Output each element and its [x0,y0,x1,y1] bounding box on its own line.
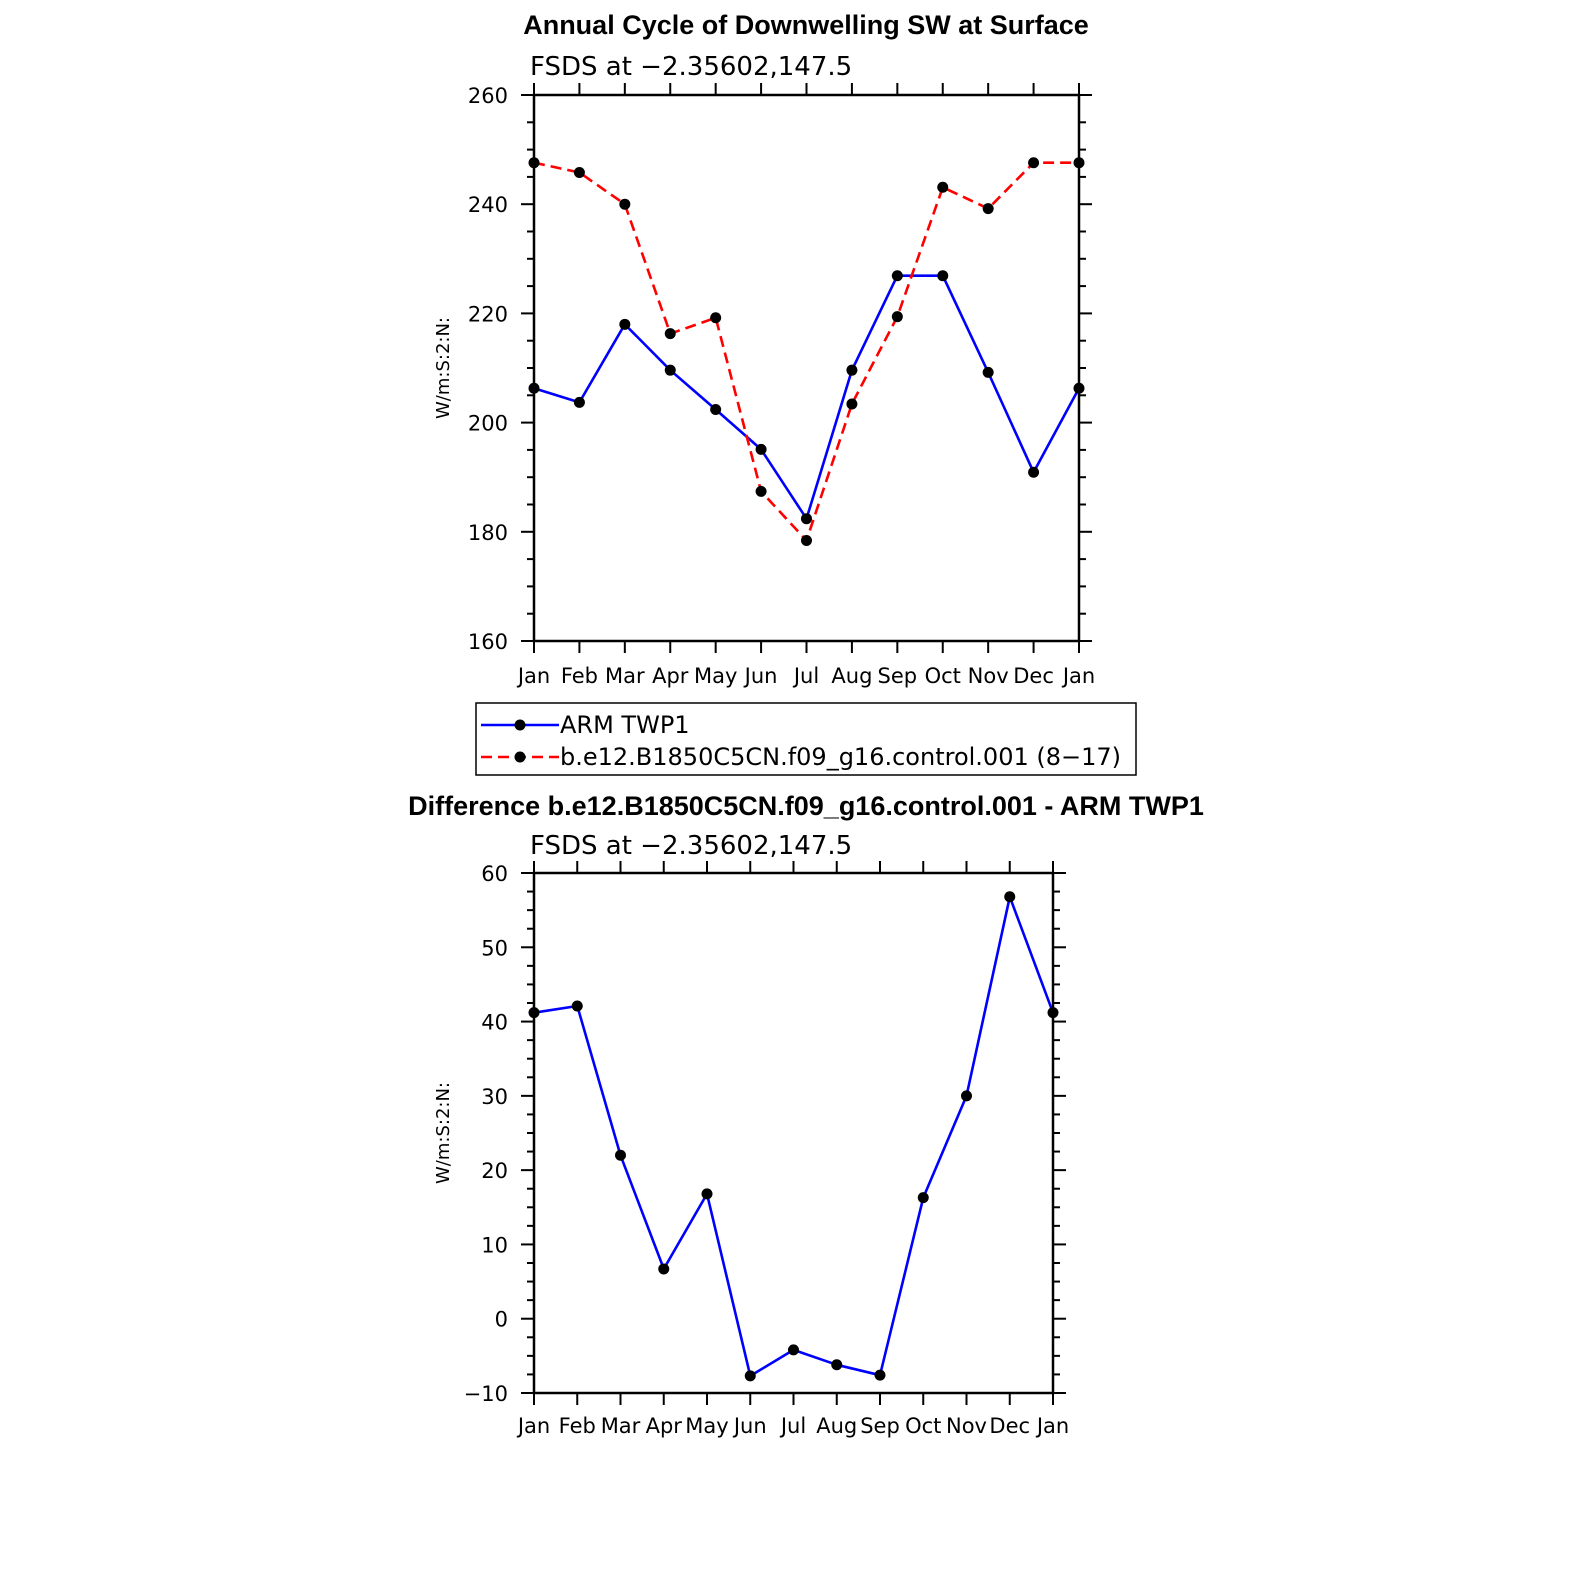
x-tick-label: Jul [780,1414,807,1438]
difference-panel [408,791,1204,1438]
x-tick-label: Dec [1013,664,1054,688]
y-axis-label: W/m:S:2:N: [433,317,454,419]
data-point [892,311,903,322]
data-point [756,486,767,497]
y-tick-label: 20 [481,1159,508,1184]
x-tick-label: Mar [605,664,645,688]
data-point [983,367,994,378]
data-point [745,1370,756,1381]
x-tick-label: Oct [905,1414,942,1438]
y-axis-label: W/m:S:2:N: [433,1082,454,1184]
data-point [831,1359,842,1370]
plot-frame [534,873,1053,1393]
x-tick-label: Jan [517,1414,551,1438]
data-point [788,1344,799,1355]
data-point [615,1150,626,1161]
data-point [937,182,948,193]
y-tick-label: 160 [467,630,508,654]
x-tick-label: Sep [877,664,918,688]
x-tick-label: Oct [924,664,961,688]
data-point [756,444,767,455]
y-tick-label: 260 [467,84,508,108]
data-point [1074,383,1085,394]
x-tick-label: Nov [946,1414,987,1438]
x-tick-label: Jul [793,664,820,688]
y-tick-label: 220 [467,302,508,327]
y-tick-label: 40 [481,1010,508,1035]
x-tick-label: May [693,664,738,688]
x-tick-label: Dec [989,1414,1031,1438]
y-tick-label: 200 [467,411,508,436]
data-point [846,365,857,376]
y-tick-label: 0 [494,1307,508,1332]
x-tick-label: Sep [860,1414,900,1438]
data-point [1048,1007,1059,1018]
y-tick-label: −10 [463,1382,508,1406]
x-tick-label: Apr [645,1414,682,1438]
x-tick-label: Jan [517,664,551,688]
data-point [702,1188,713,1199]
data-point [574,397,585,408]
data-point [529,1007,540,1018]
chart-title: Annual Cycle of Downwelling SW at Surface [523,10,1089,40]
data-point [529,383,540,394]
x-tick-label: Aug [816,1414,858,1438]
x-tick-label: Jan [1036,1414,1070,1438]
data-point [801,513,812,524]
chart-subtitle: FSDS at −2.35602,147.5 [530,831,853,861]
data-point [619,199,630,210]
legend [476,703,1136,775]
x-tick-label: Nov [967,664,1009,688]
series-line-0 [534,897,1053,1376]
data-point [665,365,676,376]
legend-swatch-marker [515,752,526,763]
x-tick-label: Jan [1062,664,1096,688]
data-point [572,1000,583,1011]
data-point [619,319,630,330]
data-point [892,270,903,281]
data-point [574,167,585,178]
data-point [1028,467,1039,478]
data-point [1074,157,1085,168]
data-point [875,1370,886,1381]
y-tick-label: 30 [481,1084,508,1109]
y-tick-label: 10 [481,1233,508,1258]
chart-title: Difference b.e12.B1850C5CN.f09_g16.control.001 - ARM TWP1 [408,791,1204,821]
data-point [1028,157,1039,168]
legend-entry-label: ARM TWP1 [560,711,690,739]
legend-entry-label: b.e12.B1850C5CN.f09_g16.control.001 (8−17) [560,743,1121,771]
y-tick-label: 50 [481,936,508,961]
x-tick-label: Aug [831,664,873,688]
data-point [710,404,721,415]
data-point [801,535,812,546]
data-point [983,203,994,214]
x-tick-label: Feb [560,664,599,688]
x-tick-label: May [685,1414,729,1438]
series-line-0 [534,276,1079,519]
y-tick-label: 180 [467,520,508,545]
data-point [1004,891,1015,902]
plot-frame [534,95,1079,641]
chart-subtitle: FSDS at −2.35602,147.5 [530,52,853,82]
series-line-1 [534,163,1079,541]
y-tick-label: 240 [467,193,508,218]
annual-cycle-panel [433,10,1095,688]
x-tick-label: Feb [558,1414,596,1438]
legend-swatch-marker [515,720,526,731]
data-point [529,157,540,168]
data-point [665,328,676,339]
data-point [918,1192,929,1203]
x-tick-label: Jun [733,1414,767,1438]
x-tick-label: Jun [744,664,778,688]
x-tick-label: Apr [652,664,689,688]
data-point [961,1090,972,1101]
y-tick-label: 60 [481,862,508,886]
data-point [937,270,948,281]
x-tick-label: Mar [600,1414,641,1438]
data-point [710,312,721,323]
data-point [658,1263,669,1274]
data-point [846,399,857,410]
